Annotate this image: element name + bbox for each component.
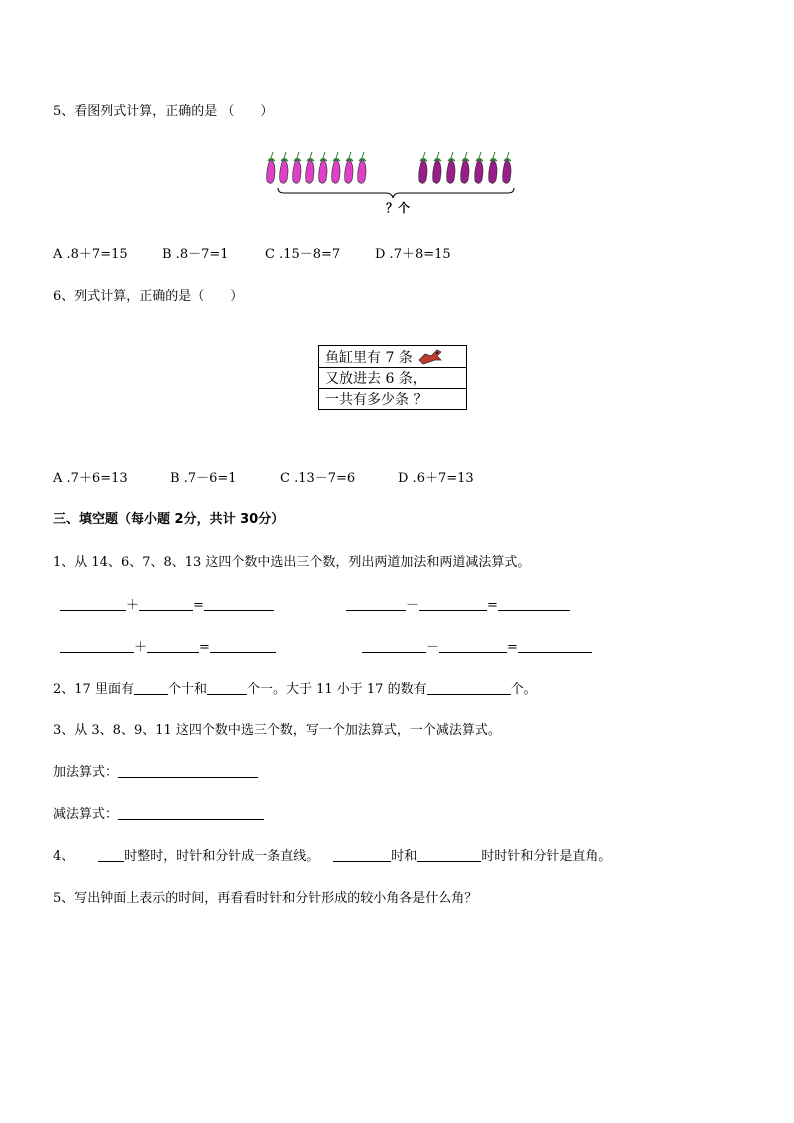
answer-blank[interactable] xyxy=(427,680,511,695)
eggplant-icon xyxy=(461,152,469,183)
fish-icon xyxy=(417,346,443,366)
story-line-1: 鱼缸里有 7 条 xyxy=(319,346,467,368)
eggplant-icon xyxy=(433,152,441,183)
q6-option-c[interactable]: C .13－7=6 xyxy=(280,471,356,486)
answer-blank[interactable] xyxy=(134,680,168,695)
answer-blank[interactable] xyxy=(417,847,481,862)
f1-row-1-right: － = xyxy=(346,594,570,613)
q6-story-box xyxy=(318,345,467,410)
answer-blank[interactable] xyxy=(147,638,199,653)
f5-question: 5、写出钟面上表示的时间，再看看时针和分针形成的较小角各是什么角？ xyxy=(53,891,478,906)
q6-option-d[interactable]: D .6＋7=13 xyxy=(398,471,474,486)
brace xyxy=(278,188,514,198)
answer-blank[interactable] xyxy=(118,763,258,778)
q5-question: 5、看图列式计算，正确的是 （ ） xyxy=(53,104,274,119)
eggplant-icon xyxy=(358,152,366,183)
eggplant-icon xyxy=(447,152,455,183)
eggplant-icon xyxy=(503,152,511,183)
q5-option-c[interactable]: C .15－8=7 xyxy=(265,247,341,262)
answer-blank[interactable] xyxy=(333,847,391,862)
f3-add-line: 加法算式： xyxy=(53,761,258,780)
answer-blank[interactable] xyxy=(518,638,592,653)
f1-question: 1、从 14、6、7、8、13 这四个数中选出三个数，列出两道加法和两道减法算式。 xyxy=(53,555,531,570)
eggplant-icon xyxy=(475,152,483,183)
eggplant-icon xyxy=(280,152,288,183)
section3-heading: 三、填空题（每小题 2分，共计 30分） xyxy=(53,512,285,527)
eggplant-icon xyxy=(345,152,353,183)
answer-blank[interactable] xyxy=(439,638,507,653)
q5-figure-label: ？个 xyxy=(386,201,411,215)
answer-blank[interactable] xyxy=(207,680,247,695)
f1-row-1-left: ＋ = xyxy=(60,594,274,613)
answer-blank[interactable] xyxy=(139,596,193,611)
f3-question: 3、从 3、8、9、11 这四个数中选三个数，写一个加法算式，一个减法算式。 xyxy=(53,723,501,738)
eggplant-icon xyxy=(419,152,427,183)
eggplant-icon xyxy=(332,152,340,183)
q5-option-d[interactable]: D .7＋8=15 xyxy=(375,247,451,262)
answer-blank[interactable] xyxy=(346,596,406,611)
eggplant-icon xyxy=(267,152,275,183)
answer-blank[interactable] xyxy=(419,596,487,611)
answer-blank[interactable] xyxy=(60,638,134,653)
answer-blank[interactable] xyxy=(210,638,276,653)
answer-blank[interactable] xyxy=(498,596,570,611)
eggplant-icon xyxy=(319,152,327,183)
q6-option-a[interactable]: A .7＋6=13 xyxy=(53,471,128,486)
answer-blank[interactable] xyxy=(362,638,426,653)
q6-question: 6、列式计算，正确的是（ ） xyxy=(53,289,244,304)
f4-line: 4、 时整时，时针和分针成一条直线。 时和 时时针和分针是直角。 xyxy=(53,849,612,864)
eggplant-icon xyxy=(293,152,301,183)
answer-blank[interactable] xyxy=(118,805,264,820)
f3-sub-line: 减法算式： xyxy=(53,803,264,822)
eggplant-icon xyxy=(306,152,314,183)
q5-option-a[interactable]: A .8＋7=15 xyxy=(53,247,128,262)
f2-line: 2、17 里面有 个十和 个一。大于 11 小于 17 的数有 个。 xyxy=(53,682,537,697)
f1-row-2-left: ＋ = xyxy=(60,636,276,655)
answer-blank[interactable] xyxy=(204,596,274,611)
eggplant-icon xyxy=(489,152,497,183)
eggplant-figure xyxy=(262,150,524,198)
answer-blank[interactable] xyxy=(98,847,124,862)
story-line-2: 又放进去 6 条， xyxy=(319,368,467,389)
q6-option-b[interactable]: B .7－6=1 xyxy=(170,471,237,486)
story-line-3: 一共有多少条 ？ xyxy=(319,389,467,410)
q5-option-b[interactable]: B .8－7=1 xyxy=(162,247,229,262)
answer-blank[interactable] xyxy=(60,596,126,611)
f1-row-2-right: － = xyxy=(362,636,592,655)
